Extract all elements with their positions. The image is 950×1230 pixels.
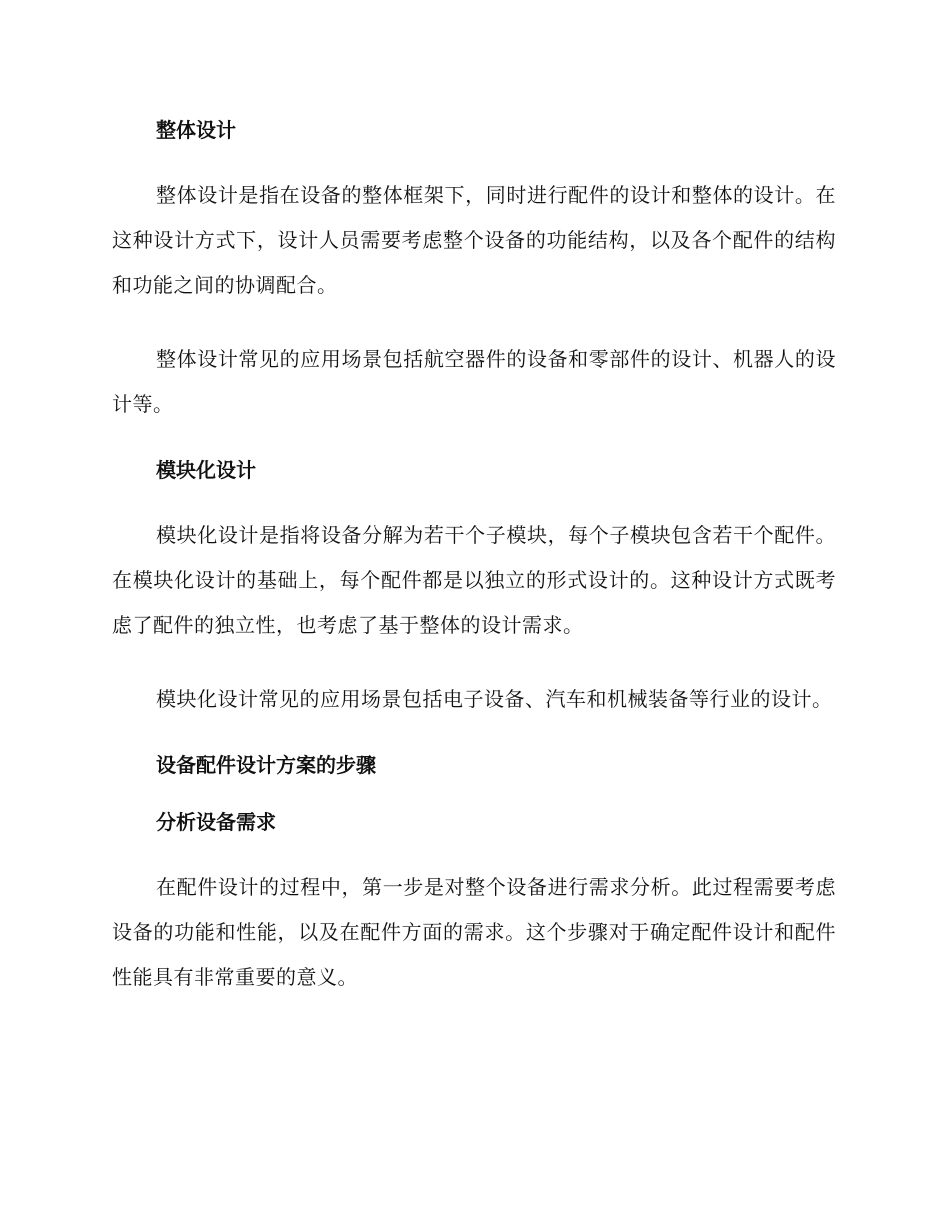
paragraph-overall-design-definition: 整体设计是指在设备的整体框架下，同时进行配件的设计和整体的设计。在这种设计方式下，设计人员需要考虑整个设备的功能结构，以及各个配件的结构和功能之间的协调配合。 <box>112 183 836 297</box>
heading-overall-design: 整体设计 <box>156 118 236 142</box>
heading-design-steps: 设备配件设计方案的步骤 <box>156 753 376 777</box>
heading-analyze-requirements: 分析设备需求 <box>156 810 276 834</box>
paragraph-modular-design-applications: 模块化设计常见的应用场景包括电子设备、汽车和机械装备等行业的设计。 <box>156 687 833 711</box>
paragraph-modular-design-definition: 模块化设计是指将设备分解为若干个子模块，每个子模块包含若干个配件。在模块化设计的基础上，每个配件都是以独立的形式设计的。这种设计方式既考虑了配件的独立性，也考虑了基于整体的设计需求。 <box>112 523 836 637</box>
paragraph-analyze-requirements: 在配件设计的过程中，第一步是对整个设备进行需求分析。此过程需要考虑设备的功能和性能，以及在配件方面的需求。这个步骤对于确定配件设计和配件性能具有非常重要的意义。 <box>112 875 836 989</box>
heading-modular-design: 模块化设计 <box>156 458 256 482</box>
document-page <box>112 116 836 1000</box>
paragraph-overall-design-applications: 整体设计常见的应用场景包括航空器件的设备和零部件的设计、机器人的设计等。 <box>112 347 836 416</box>
